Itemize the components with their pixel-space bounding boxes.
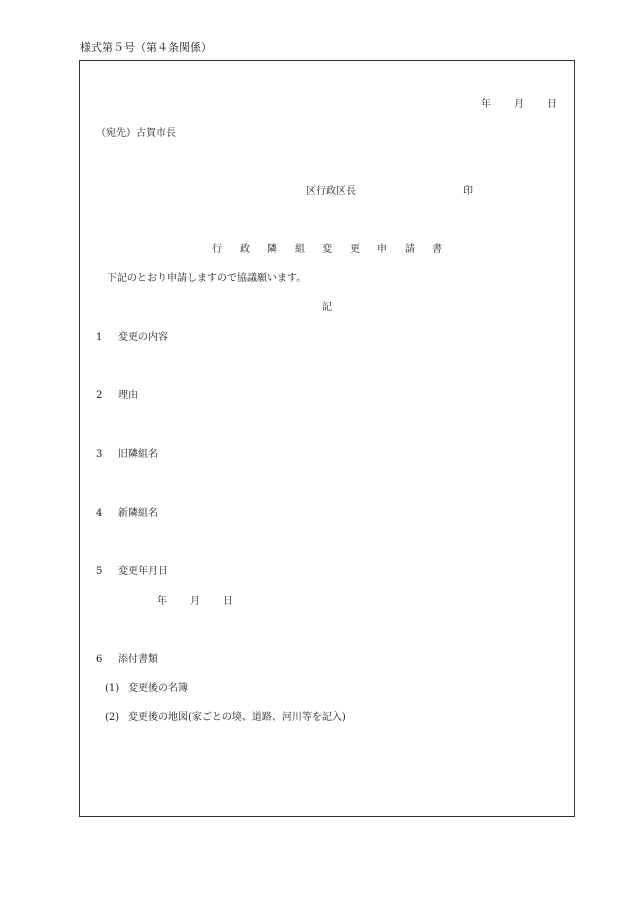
item-number: 6 (96, 654, 103, 665)
item-number: 5 (96, 566, 103, 577)
item-label-change-content: 変更の内容 (118, 332, 168, 343)
item-label-attachments: 添付書類 (118, 654, 158, 665)
title-char: 行 (212, 244, 222, 255)
form-frame (79, 60, 575, 817)
date-day-label: 日 (547, 99, 557, 110)
date-month-label: 月 (514, 99, 524, 110)
intro-text: 下記のとおり申請しますので協議願います。 (107, 273, 307, 284)
item-number: 4 (96, 508, 103, 519)
change-date-day: 日 (223, 596, 233, 607)
seal-mark: 印 (463, 186, 473, 197)
title-char: 更 (350, 244, 360, 255)
item-label-old-group: 旧隣組名 (118, 449, 158, 460)
date-year-label: 年 (481, 99, 491, 110)
item-label-change-date: 変更年月日 (118, 566, 168, 577)
item-label-reason: 理由 (118, 390, 138, 401)
item-number: 1 (96, 332, 103, 343)
title-char: 隣 (267, 244, 277, 255)
form-number-label: 様式第５号（第４条関係） (80, 41, 212, 54)
title-char: 申 (377, 244, 387, 255)
attachment-number: (1) (105, 683, 120, 694)
title-char: 請 (405, 244, 415, 255)
item-number: 3 (96, 449, 103, 460)
attachment-label-roster: 変更後の名簿 (128, 683, 188, 694)
addressee: （宛先）古賀市長 (96, 128, 176, 139)
attachment-number: (2) (105, 712, 120, 723)
item-label-new-group: 新隣組名 (118, 508, 158, 519)
title-char: 書 (432, 244, 442, 255)
change-date-year: 年 (157, 596, 167, 607)
title-char: 変 (322, 244, 332, 255)
title-char: 組 (295, 244, 305, 255)
item-number: 2 (96, 390, 103, 401)
change-date-month: 月 (190, 596, 200, 607)
title-char: 政 (240, 244, 250, 255)
ki-heading: 記 (322, 302, 332, 313)
attachment-label-map: 変更後の地図(家ごとの境、道路、河川等を記入) (128, 712, 346, 723)
applicant-title: 区行政区長 (306, 186, 356, 197)
